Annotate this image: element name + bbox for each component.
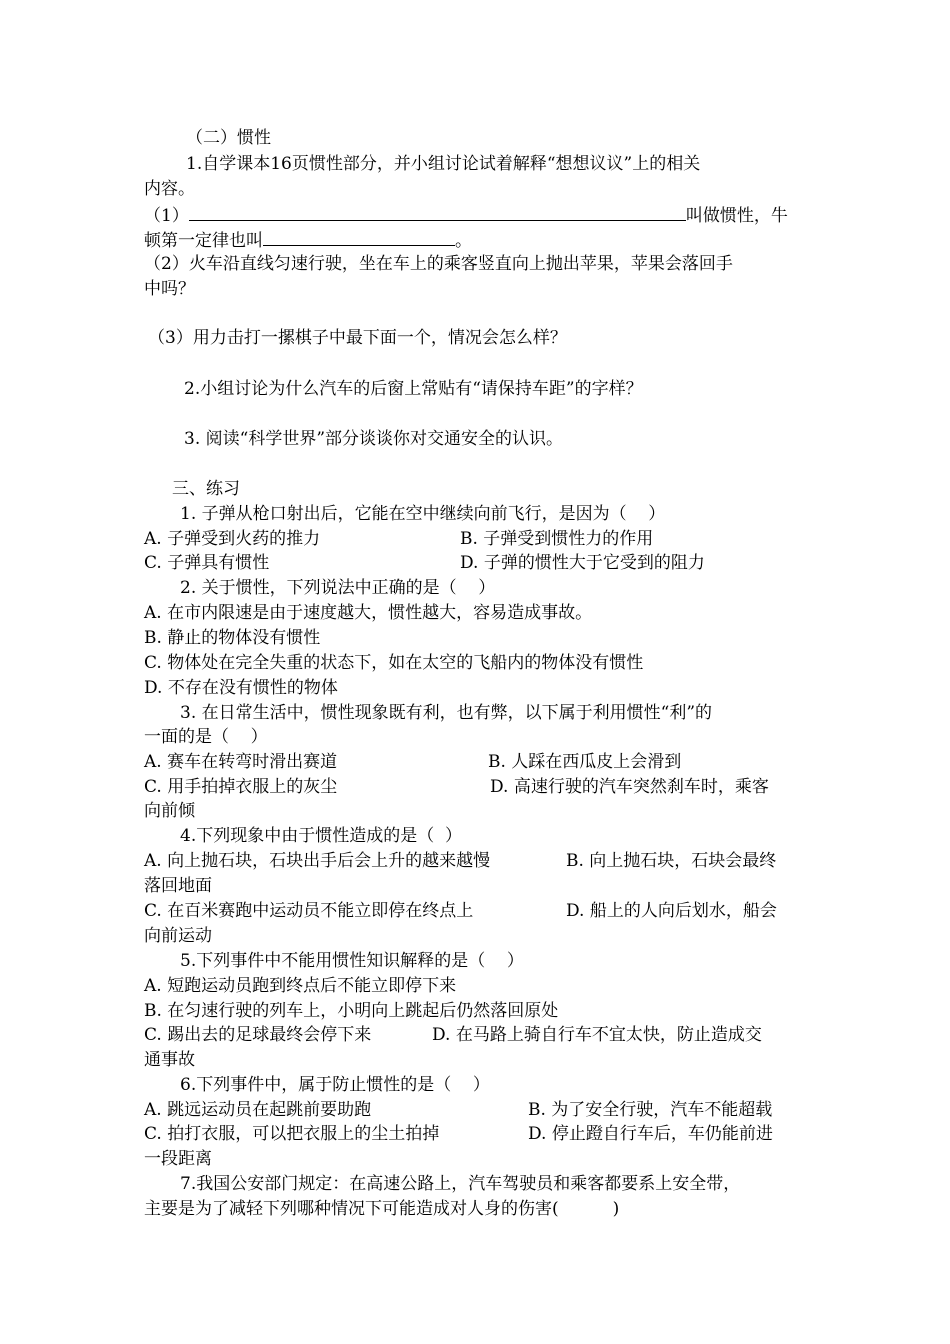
practice-6-option-a: A. 跳远运动员在起跳前要助跑 [144,1100,372,1120]
practice-3-option-c: C. 用手拍掉衣服上的灰尘 [144,777,338,797]
practice-6-option-c: C. 拍打衣服，可以把衣服上的尘土拍掉 [144,1124,440,1144]
question-3: 3. 阅读“科学世界”部分谈谈你对交通安全的认识。 [184,429,564,449]
fill-in-1-line-2 [144,229,472,251]
practice-5-option-d-line-1: D. 在马路上骑自行车不宜太快，防止造成交 [432,1025,762,1045]
fill-in-prefix: （1） [144,206,189,226]
practice-1-stem: 1. 子弹从枪口射出后，它能在空中继续向前飞行，是因为（ ） [180,504,666,524]
fill-in-mid: 叫做惯性，牛 [685,206,788,226]
blank-first-law-name[interactable] [263,229,455,246]
practice-6-option-d-line-1: D. 停止蹬自行车后，车仍能前进 [528,1124,773,1144]
fill-in-1-line-1 [144,204,788,226]
practice-2-option-d: D. 不存在没有惯性的物体 [144,678,338,698]
practice-2-stem: 2. 关于惯性，下列说法中正确的是（ ） [180,578,496,598]
practice-4-option-b-line-1: B. 向上抛石块，石块会最终 [566,851,777,871]
practice-5-option-a: A. 短跑运动员跑到终点后不能立即停下来 [144,976,457,996]
practice-2-option-b: B. 静止的物体没有惯性 [144,628,321,648]
practice-7-stem-line-1: 7.我国公安部门规定：在高速公路上，汽车驾驶员和乘客都要系上安全带， [180,1174,741,1194]
question-1-line-2: 内容。 [144,179,195,199]
practice-4-option-a: A. 向上抛石块，石块出手后会上升的越来越慢 [144,851,491,871]
practice-6-option-b: B. 为了安全行驶，汽车不能超载 [528,1100,773,1120]
practice-5-option-b: B. 在匀速行驶的列车上，小明向上跳起后仍然落回原处 [144,1001,559,1021]
sub-question-3: （3）用力击打一摞棋子中最下面一个，情况会怎么样？ [148,328,567,348]
section-heading-practice: 三、练习 [172,479,240,499]
practice-2-option-c: C. 物体处在完全失重的状态下，如在太空的飞船内的物体没有惯性 [144,653,644,673]
practice-5-stem: 5.下列事件中不能用惯性知识解释的是（ ） [180,951,524,971]
practice-2-option-a: A. 在市内限速是由于速度越大，惯性越大，容易造成事故。 [144,603,593,623]
practice-1-option-d: D. 子弹的惯性大于它受到的阻力 [460,553,705,573]
sub-question-2-line-1: （2）火车沿直线匀速行驶，坐在车上的乘客竖直向上抛出苹果，苹果会落回手 [144,254,733,274]
practice-1-option-c: C. 子弹具有惯性 [144,553,270,573]
practice-1-option-a: A. 子弹受到火药的推力 [144,529,321,549]
question-2: 2.小组讨论为什么汽车的后窗上常贴有“请保持车距”的字样？ [184,379,643,399]
practice-3-option-d-line-1: D. 高速行驶的汽车突然刹车时，乘客 [490,777,769,797]
practice-4-option-b-line-2: 落回地面 [144,876,212,896]
practice-4-option-d-line-1: D. 船上的人向后划水，船会 [566,901,777,921]
blank-inertia-definition[interactable] [189,204,686,221]
question-1-line-1: 1.自学课本16页惯性部分，并小组讨论试着解释“想想议议”上的相关 [186,154,701,174]
practice-4-stem: 4.下列现象中由于惯性造成的是（ ） [180,826,463,846]
practice-3-option-d-line-2: 向前倾 [144,801,195,821]
practice-3-option-b: B. 人踩在西瓜皮上会滑到 [488,752,682,772]
sub-question-2-line-2: 中吗？ [144,279,195,299]
practice-3-option-a: A. 赛车在转弯时滑出赛道 [144,752,338,772]
practice-3-stem-line-1: 3. 在日常生活中，惯性现象既有利，也有弊，以下属于利用惯性“利”的 [180,703,713,723]
fill-in-line2-suffix: 。 [455,231,472,251]
practice-4-option-c: C. 在百米赛跑中运动员不能立即停在终点上 [144,901,474,921]
practice-1-option-b: B. 子弹受到惯性力的作用 [460,529,654,549]
practice-6-stem: 6.下列事件中，属于防止惯性的是（ ） [180,1075,490,1095]
practice-6-option-d-line-2: 一段距离 [144,1149,212,1169]
section-heading-inertia: （二）惯性 [186,128,271,148]
practice-5-option-c: C. 踢出去的足球最终会停下来 [144,1025,372,1045]
practice-7-stem-line-2: 主要是为了减轻下列哪种情况下可能造成对人身的伤害( ) [144,1199,620,1219]
practice-4-option-d-line-2: 向前运动 [144,926,212,946]
fill-in-line2-prefix: 顿第一定律也叫 [144,231,263,251]
practice-3-stem-line-2: 一面的是（ ） [144,727,268,747]
practice-5-option-d-line-2: 通事故 [144,1050,195,1070]
